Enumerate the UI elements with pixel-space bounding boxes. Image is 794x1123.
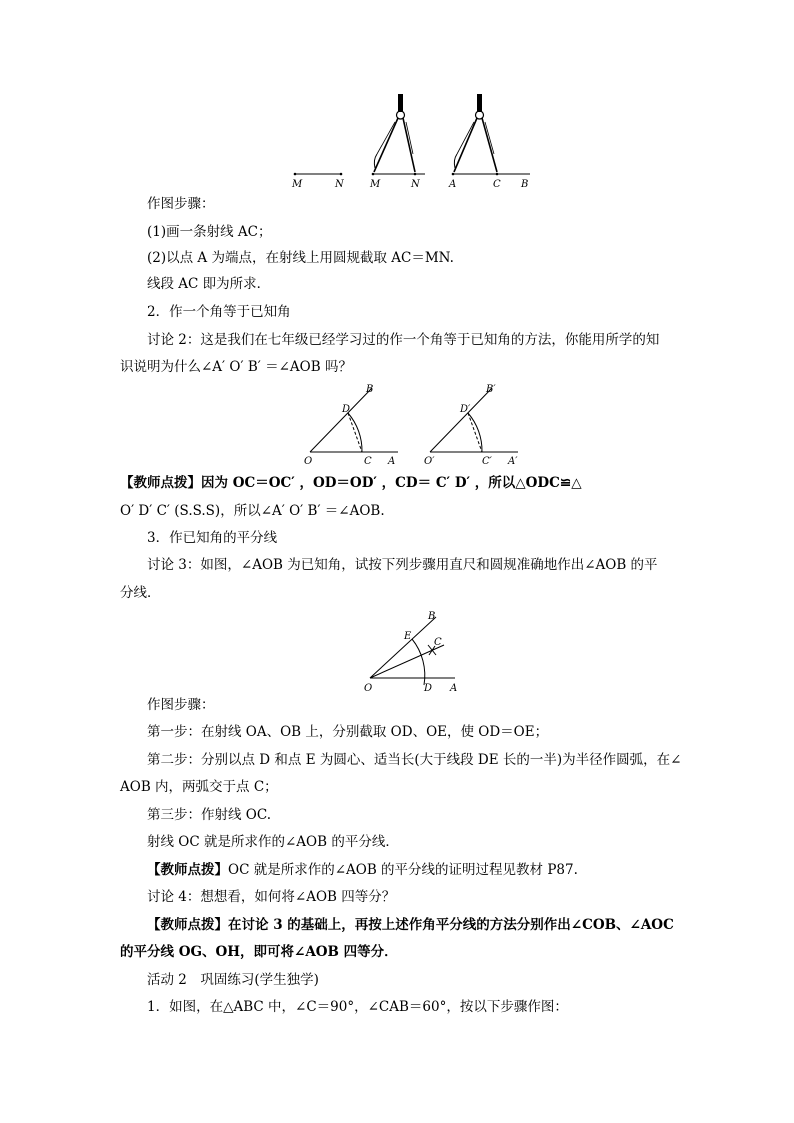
teacher-tip-2-text: OC 就是所求作的∠AOB 的平分线的证明过程见教材 P87. <box>228 862 578 878</box>
copy-angle-figure <box>300 380 530 472</box>
step-third: 第三步：作射线 OC. <box>147 807 271 823</box>
teacher-tip-3-text: 在讨论 3 的基础上，再按上述作角平分线的方法分别作出∠COB、∠AOC <box>228 917 674 933</box>
teacher-tip-tag: 【教师点拨】 <box>120 475 201 491</box>
step-second-line-1: 第二步：分别以点 D 和点 E 为圆心、适当长(大于线段 DE 长的一半)为半径作圆弧，在∠ <box>147 752 682 768</box>
label-D: D <box>342 404 351 415</box>
label-A: A <box>388 456 396 467</box>
step-second-line-2: AOB 内，两弧交于点 C； <box>120 779 278 795</box>
label-B: B <box>428 611 436 622</box>
label-A-prime: A′ <box>508 456 518 467</box>
label-C: C <box>493 179 501 190</box>
teacher-tip-3-line-2: 的平分线 OG、OH，即可将∠AOB 四等分． <box>120 944 398 960</box>
result-line: 线段 AC 即为所求． <box>147 276 271 292</box>
label-A: A <box>449 179 457 190</box>
discussion-3-line-2: 分线． <box>120 585 161 601</box>
label-O: O <box>304 456 313 467</box>
label-C: C <box>364 456 372 467</box>
label-C: C <box>434 637 442 648</box>
discussion-4: 讨论 4：想想看，如何将∠AOB 四等分？ <box>147 889 396 905</box>
steps-heading: 作图步骤： <box>147 196 215 212</box>
steps-heading-2: 作图步骤： <box>147 697 215 713</box>
label-D: D <box>424 683 433 694</box>
step-first: 第一步：在射线 OA、OB 上，分别截取 OD、OE，使 OD＝OE； <box>147 724 549 740</box>
angle-bisector-figure <box>360 605 470 695</box>
label-A: A <box>450 683 458 694</box>
section-2-heading: 2．作一个角等于已知角 <box>147 304 291 320</box>
discussion-2-line-2: 识说明为什么∠A′ O′ B′ ＝∠AOB 吗？ <box>120 359 352 375</box>
discussion-2-line-1: 讨论 2：这是我们在七年级已经学习过的作一个角等于已知角的方法，你能用所学的知 <box>147 332 660 348</box>
label-O-prime: O′ <box>424 456 435 467</box>
discussion-3-line-1: 讨论 3：如图，∠AOB 为已知角，试按下列步骤用直尺和圆规准确地作出∠AOB 的平 <box>147 557 658 573</box>
compass-construction-figure <box>285 92 535 192</box>
exercise-1: 1．如图，在△ABC 中，∠C＝90°，∠CAB＝60°，按以下步骤作图： <box>147 999 568 1015</box>
label-N2: N <box>411 179 420 190</box>
section-3-heading: 3．作已知角的平分线 <box>147 530 278 546</box>
label-B: B <box>366 384 374 395</box>
step-1: (1)画一条射线 AC； <box>147 224 272 240</box>
label-M2: M <box>370 179 381 190</box>
teacher-tip-2 <box>147 860 578 880</box>
bisector-result: 射线 OC 就是所求作的∠AOB 的平分线． <box>147 834 399 850</box>
teacher-tip-3-line-1 <box>147 915 674 935</box>
teacher-tip-tag-2: 【教师点拨】 <box>147 862 228 878</box>
label-B-prime: B′ <box>486 384 496 395</box>
teacher-tip-1-line-2: O′ D′ C′ (S.S.S)，所以∠A′ O′ B′ ＝∠AOB. <box>120 503 385 519</box>
label-D-prime: D′ <box>460 404 471 415</box>
label-C-prime: C′ <box>482 456 492 467</box>
teacher-tip-1-text: 因为 OC＝OC′ ，OD＝OD′ ，CD＝ C′ D′ ，所以△ODC≌△ <box>201 475 582 491</box>
label-E: E <box>404 631 412 642</box>
step-2: (2)以点 A 为端点，在射线上用圆规截取 AC＝MN. <box>147 250 454 266</box>
activity-2-heading: 活动 2 巩固练习(学生独学) <box>147 972 319 988</box>
label-M: M <box>292 179 303 190</box>
label-N: N <box>335 179 344 190</box>
teacher-tip-1-line-1 <box>120 473 582 493</box>
label-B: B <box>521 179 529 190</box>
label-O: O <box>364 683 373 694</box>
teacher-tip-tag-3: 【教师点拨】 <box>147 917 228 933</box>
